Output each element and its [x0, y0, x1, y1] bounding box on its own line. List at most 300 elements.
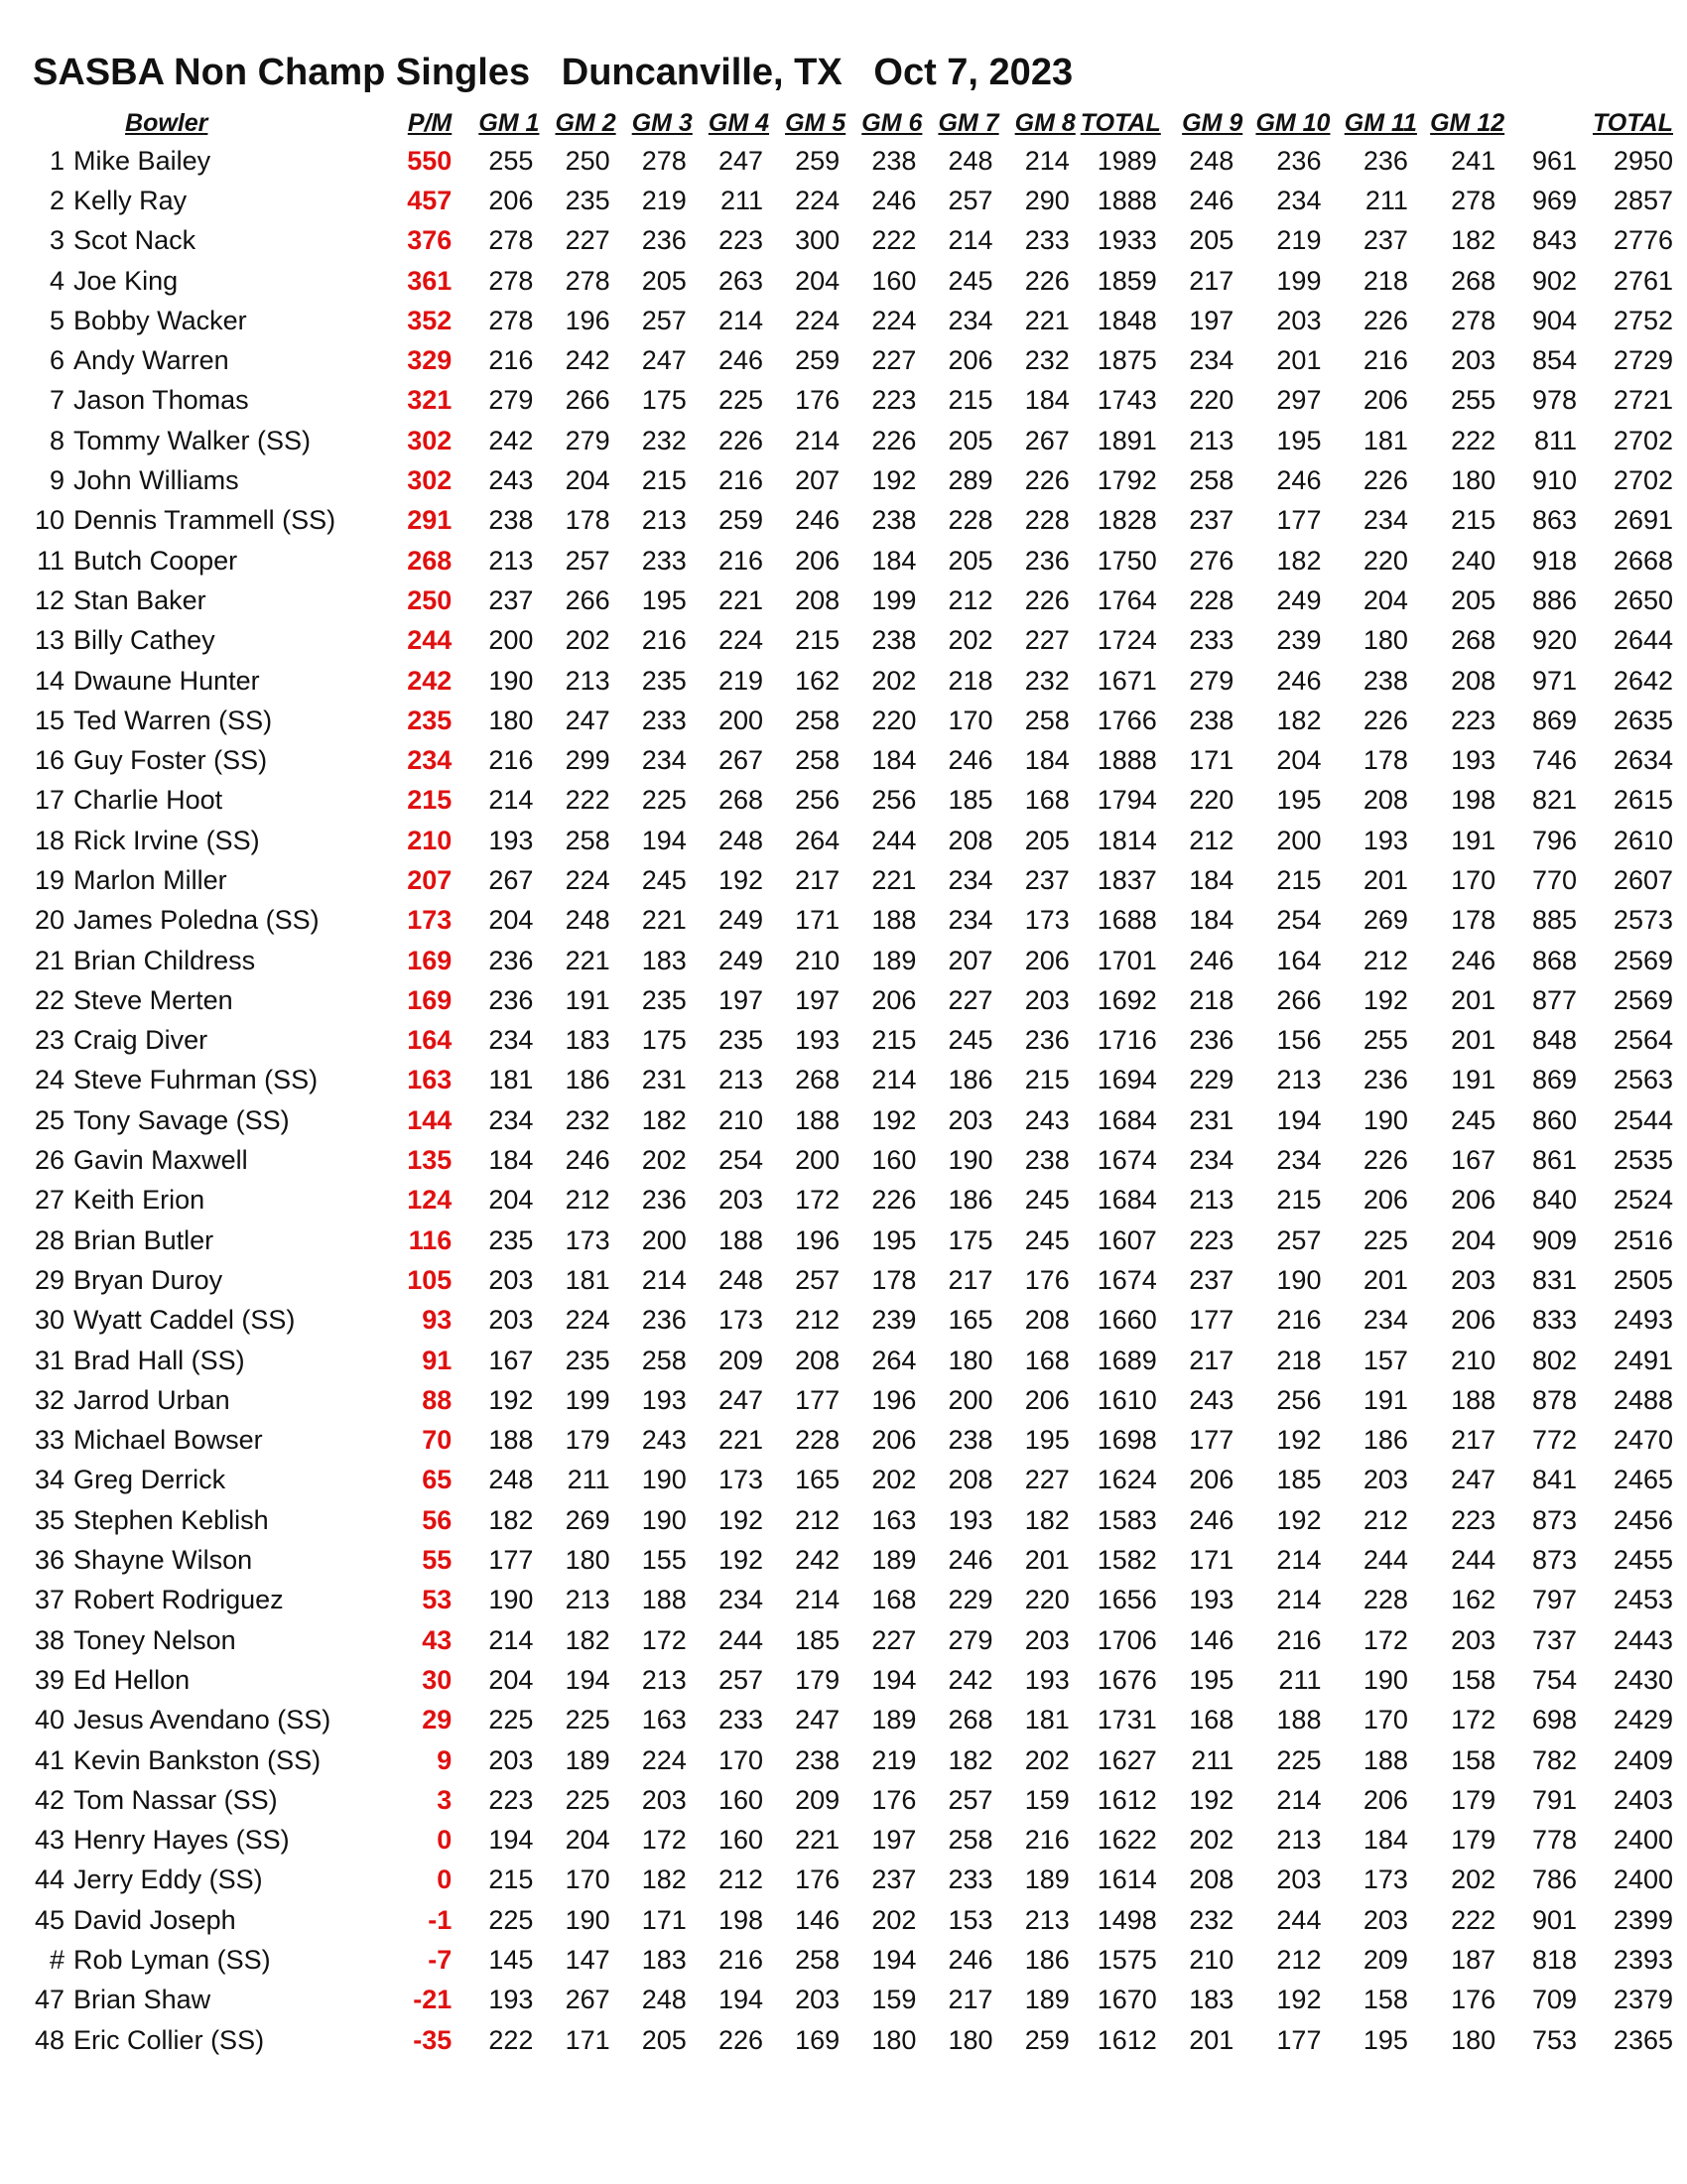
- game-8-score: 226: [1024, 465, 1070, 496]
- eight-game-total: 1656: [1097, 1585, 1157, 1615]
- bowler-name: Craig Diver: [73, 1025, 208, 1056]
- game-10-score: 219: [1276, 225, 1322, 256]
- table-row: [28, 141, 1687, 181]
- game-10-score: 182: [1276, 705, 1322, 735]
- game-1-score: 214: [488, 1624, 534, 1655]
- game-11-score: 226: [1363, 705, 1408, 735]
- game-5-score: 169: [795, 2024, 841, 2055]
- total-header: TOTAL: [1592, 108, 1673, 137]
- game-6-score: 238: [871, 625, 917, 656]
- game-1-score: 200: [488, 625, 534, 656]
- table-row: [28, 1021, 1687, 1061]
- game-12-score: 268: [1451, 625, 1496, 656]
- game-2-score: 180: [565, 1545, 610, 1576]
- eight-game-total: 1701: [1097, 945, 1157, 975]
- grand-total: 2635: [1613, 705, 1673, 735]
- game-3-score: 202: [641, 1145, 687, 1176]
- eight-game-total: 1671: [1097, 665, 1157, 696]
- game-8-score: 232: [1024, 345, 1070, 376]
- game-3-score: 193: [641, 1384, 687, 1415]
- game-7-score: 170: [948, 705, 993, 735]
- game-6-score: 219: [871, 1744, 917, 1775]
- game-2-score: 235: [565, 185, 610, 215]
- bowler-name: Andy Warren: [73, 345, 229, 376]
- game-5-score: 197: [795, 984, 841, 1015]
- game-4-score: 197: [717, 984, 764, 1015]
- grand-total: 2729: [1613, 345, 1673, 376]
- game-4-score: 213: [717, 1065, 764, 1095]
- game-3-score: 219: [641, 185, 687, 215]
- four-game-subtotal: 802: [1531, 1345, 1578, 1375]
- rank-cell: 32: [35, 1384, 65, 1415]
- game-10-score: 214: [1276, 1784, 1322, 1815]
- game-7-score: 182: [948, 1744, 993, 1775]
- game-1-score: 204: [488, 1664, 534, 1695]
- game-11-score: 192: [1363, 984, 1408, 1015]
- game-7-score: 227: [948, 984, 993, 1015]
- game-12-score: 201: [1451, 984, 1496, 1015]
- pm-cell: -21: [413, 1985, 453, 2015]
- rank-cell: 11: [37, 545, 65, 576]
- game-9-score: 217: [1189, 265, 1234, 296]
- game-2-score: 196: [565, 305, 610, 335]
- bowler-name: Bobby Wacker: [73, 305, 247, 335]
- table-row: [28, 1181, 1687, 1220]
- bowler-name: Tony Savage (SS): [73, 1104, 290, 1135]
- game-3-score: 248: [641, 1985, 687, 2015]
- game-3-score: 245: [641, 864, 687, 895]
- game-2-score: 242: [565, 345, 610, 376]
- game-5-score: 176: [795, 385, 841, 416]
- game-3-score: 175: [641, 1025, 687, 1056]
- rank-cell: 31: [35, 1345, 65, 1375]
- game-1-score: 278: [488, 305, 534, 335]
- standings-table: [28, 105, 1687, 2060]
- game-11-score: 226: [1363, 1145, 1408, 1176]
- game-8-score: 238: [1024, 1145, 1070, 1176]
- game-12-score: 206: [1451, 1305, 1496, 1336]
- game-1-score: 190: [488, 665, 534, 696]
- pm-cell: 135: [407, 1145, 453, 1176]
- four-game-subtotal: 786: [1531, 1864, 1578, 1895]
- rank-cell: 33: [35, 1425, 65, 1456]
- game-9-score: 223: [1189, 1224, 1234, 1255]
- game-7-score: 234: [948, 305, 993, 335]
- game-7-score: 246: [948, 1945, 993, 1975]
- game-12-score: 210: [1451, 1345, 1496, 1375]
- four-game-subtotal: 873: [1531, 1545, 1578, 1576]
- bowler-name: Eric Collier (SS): [73, 2024, 265, 2055]
- game-6-score: 244: [871, 825, 917, 855]
- grand-total: 2615: [1613, 785, 1673, 816]
- game-1-score: 225: [488, 1904, 534, 1935]
- game-10-score: 214: [1276, 1545, 1322, 1576]
- game-6-score: 189: [871, 1545, 917, 1576]
- game-8-score: 236: [1024, 545, 1070, 576]
- game-10-score: 192: [1276, 1504, 1322, 1535]
- rank-cell: 40: [35, 1705, 65, 1735]
- game-11-score: 206: [1363, 385, 1408, 416]
- pm-cell: 215: [407, 785, 453, 816]
- game-8-score: 168: [1024, 785, 1070, 816]
- game-5-score: 207: [795, 465, 841, 496]
- game-10-score: 225: [1276, 1744, 1322, 1775]
- game-8-score: 220: [1024, 1585, 1070, 1615]
- four-game-subtotal: 969: [1531, 185, 1578, 215]
- game-6-score: 163: [871, 1504, 917, 1535]
- game-5-score: 224: [795, 185, 841, 215]
- rank-cell: 3: [50, 225, 65, 256]
- game-5-score: 258: [795, 705, 841, 735]
- pm-cell: 207: [407, 864, 453, 895]
- game-8-score: 195: [1024, 1425, 1070, 1456]
- game-5-score: 212: [795, 1305, 841, 1336]
- table-row: [28, 1461, 1687, 1500]
- game-5-score: 185: [795, 1624, 841, 1655]
- game-5-score: 204: [795, 265, 841, 296]
- game-2-score: 247: [565, 705, 610, 735]
- game-9-score: 202: [1189, 1825, 1234, 1856]
- game-7-score: 257: [948, 185, 993, 215]
- four-game-subtotal: 885: [1531, 905, 1578, 936]
- game-10-score: 266: [1276, 984, 1322, 1015]
- game-6-score: 227: [871, 345, 917, 376]
- game-11-score: 180: [1363, 625, 1408, 656]
- game-3-score: 216: [641, 625, 687, 656]
- game-2-score: 266: [565, 584, 610, 615]
- game-5-score: 210: [795, 945, 841, 975]
- bowler-name: Jesus Avendano (SS): [73, 1705, 331, 1735]
- subtotal-header: [1509, 105, 1591, 141]
- game-11-score: 173: [1363, 1864, 1408, 1895]
- table-row: [28, 1260, 1687, 1300]
- game-11-score: 209: [1363, 1945, 1408, 1975]
- rank-cell: 17: [35, 785, 65, 816]
- grand-total: 2393: [1613, 1945, 1673, 1975]
- game-8-score: 184: [1024, 745, 1070, 776]
- grand-total: 2505: [1613, 1264, 1673, 1295]
- game-12-score: 193: [1451, 745, 1496, 776]
- four-game-subtotal: 754: [1531, 1664, 1578, 1695]
- rank-cell: 30: [35, 1305, 65, 1336]
- table-row: [28, 1380, 1687, 1420]
- game-5-score: 209: [795, 1784, 841, 1815]
- rank-cell: 35: [35, 1504, 65, 1535]
- eight-game-total: 1766: [1097, 705, 1157, 735]
- rank-cell: 43: [35, 1825, 65, 1856]
- game-3-score: 258: [641, 1345, 687, 1375]
- game-9-score: 146: [1189, 1624, 1234, 1655]
- table-row: [28, 1140, 1687, 1180]
- game-5-score: 268: [795, 1065, 841, 1095]
- game-2-score: 212: [565, 1185, 610, 1216]
- game-3-score: 225: [641, 785, 687, 816]
- game-5-score: 200: [795, 1145, 841, 1176]
- four-game-subtotal: 902: [1531, 265, 1578, 296]
- game-6-score: 189: [871, 945, 917, 975]
- game-10-score: 199: [1276, 265, 1322, 296]
- table-row: [28, 941, 1687, 980]
- game-1-score: 243: [488, 465, 534, 496]
- eight-game-total: 1792: [1097, 465, 1157, 496]
- four-game-subtotal: 753: [1531, 2024, 1578, 2055]
- game-6-score: 256: [871, 785, 917, 816]
- table-row: [28, 1301, 1687, 1341]
- game-10-score: 190: [1276, 1264, 1322, 1295]
- game-4-score: 254: [717, 1145, 764, 1176]
- eight-game-total: 1676: [1097, 1664, 1157, 1695]
- game-10-score: 249: [1276, 584, 1322, 615]
- game-4-score: 200: [717, 705, 764, 735]
- game-1-score: 225: [488, 1705, 534, 1735]
- game-4-score: 224: [717, 625, 764, 656]
- bowler-name: Billy Cathey: [73, 625, 215, 656]
- pm-cell: 550: [407, 145, 453, 176]
- table-row: [28, 1500, 1687, 1540]
- eight-game-total: 1689: [1097, 1345, 1157, 1375]
- game-7-score: 279: [948, 1624, 993, 1655]
- game-8-score: 267: [1024, 425, 1070, 455]
- game-10-score: 177: [1276, 2024, 1322, 2055]
- game-5-score: 228: [795, 1425, 841, 1456]
- game-4-score: 226: [717, 425, 764, 455]
- eight-game-total: 1828: [1097, 505, 1157, 536]
- game-6-score: 238: [871, 505, 917, 536]
- eight-game-total: 1612: [1097, 1784, 1157, 1815]
- eight-game-total: 1660: [1097, 1305, 1157, 1336]
- game-7-score: 268: [948, 1705, 993, 1735]
- grand-total: 2470: [1613, 1425, 1673, 1456]
- game-3-score: 236: [641, 225, 687, 256]
- game-5-score: 258: [795, 1945, 841, 1975]
- game-12-score: 278: [1451, 305, 1496, 335]
- game-3-score: 190: [641, 1465, 687, 1495]
- game-7-score: 202: [948, 625, 993, 656]
- game-4-score: 216: [717, 1945, 764, 1975]
- game-6-score: 189: [871, 1705, 917, 1735]
- rank-cell: 37: [35, 1585, 65, 1615]
- four-game-subtotal: 840: [1531, 1185, 1578, 1216]
- grand-total: 2569: [1613, 984, 1673, 1015]
- game-4-score: 268: [717, 785, 764, 816]
- game-6-score: 160: [871, 1145, 917, 1176]
- table-row: [28, 1780, 1687, 1820]
- game-12-score: 255: [1451, 385, 1496, 416]
- standings-body: [28, 141, 1687, 2060]
- game-12-score: 179: [1451, 1825, 1496, 1856]
- game-6-score: 202: [871, 665, 917, 696]
- game-11-score: 172: [1363, 1624, 1408, 1655]
- game-10-score: 195: [1276, 425, 1322, 455]
- game-2-score: 179: [565, 1425, 610, 1456]
- rank-cell: 9: [50, 465, 65, 496]
- game-3-score: 236: [641, 1305, 687, 1336]
- table-row: [28, 1100, 1687, 1140]
- game-10-score: 192: [1276, 1425, 1322, 1456]
- game-4-score: 248: [717, 1264, 764, 1295]
- game-4-score: 248: [717, 825, 764, 855]
- game-12-score: 203: [1451, 1264, 1496, 1295]
- game-3-score: 205: [641, 2024, 687, 2055]
- game-7-score: 245: [948, 265, 993, 296]
- eight-game-total: 1692: [1097, 984, 1157, 1015]
- game-12-score: 202: [1451, 1864, 1496, 1895]
- table-row: [28, 1421, 1687, 1461]
- eight-game-total: 1582: [1097, 1545, 1157, 1576]
- grand-total: 2569: [1613, 945, 1673, 975]
- eight-game-total: 1684: [1097, 1104, 1157, 1135]
- game-4-score: 259: [717, 505, 764, 536]
- game-9-score: 231: [1189, 1104, 1234, 1135]
- bowler-name: Tom Nassar (SS): [73, 1784, 278, 1815]
- grand-total: 2443: [1613, 1624, 1673, 1655]
- four-game-subtotal: 818: [1531, 1945, 1578, 1975]
- game-7-score: 289: [948, 465, 993, 496]
- game-4-score: 209: [717, 1345, 764, 1375]
- game-10-score: 164: [1276, 945, 1322, 975]
- gm11-header: GM 11: [1344, 108, 1417, 137]
- game-7-score: 246: [948, 745, 993, 776]
- rank-cell: 18: [35, 825, 65, 855]
- grand-total: 2429: [1613, 1705, 1673, 1735]
- game-5-score: 264: [795, 825, 841, 855]
- game-7-score: 208: [948, 1465, 993, 1495]
- grand-total: 2535: [1613, 1145, 1673, 1176]
- game-4-score: 198: [717, 1904, 764, 1935]
- table-row: [28, 1820, 1687, 1860]
- game-8-score: 290: [1024, 185, 1070, 215]
- game-8-score: 208: [1024, 1305, 1070, 1336]
- bowler-name: Ed Hellon: [73, 1664, 191, 1695]
- game-4-score: 173: [717, 1465, 764, 1495]
- pm-cell: 321: [407, 385, 453, 416]
- game-11-score: 244: [1363, 1545, 1408, 1576]
- game-8-score: 258: [1024, 705, 1070, 735]
- game-7-score: 218: [948, 665, 993, 696]
- game-9-score: 236: [1189, 1025, 1234, 1056]
- game-3-score: 213: [641, 1664, 687, 1695]
- game-7-score: 234: [948, 864, 993, 895]
- game-7-score: 206: [948, 345, 993, 376]
- game-11-score: 234: [1363, 1305, 1408, 1336]
- grand-total: 2691: [1613, 505, 1673, 536]
- game-2-score: 250: [565, 145, 610, 176]
- game-5-score: 208: [795, 584, 841, 615]
- grand-total: 2400: [1613, 1864, 1673, 1895]
- game-6-score: 223: [871, 385, 917, 416]
- eight-game-total: 1674: [1097, 1264, 1157, 1295]
- game-4-score: 219: [717, 665, 764, 696]
- game-7-score: 245: [948, 1025, 993, 1056]
- game-3-score: 183: [641, 945, 687, 975]
- bowler-name: Shayne Wilson: [73, 1545, 253, 1576]
- game-3-score: 235: [641, 984, 687, 1015]
- table-row: [28, 541, 1687, 580]
- game-7-score: 193: [948, 1504, 993, 1535]
- game-10-score: 192: [1276, 1985, 1322, 2015]
- game-10-score: 234: [1276, 185, 1322, 215]
- game-5-score: 238: [795, 1744, 841, 1775]
- game-2-score: 258: [565, 825, 610, 855]
- game-8-score: 201: [1024, 1545, 1070, 1576]
- game-6-score: 199: [871, 584, 917, 615]
- game-7-score: 200: [948, 1384, 993, 1415]
- game-4-score: 221: [717, 1425, 764, 1456]
- bowler-name: Bryan Duroy: [73, 1264, 223, 1295]
- game-6-score: 227: [871, 1624, 917, 1655]
- game-3-score: 221: [641, 905, 687, 936]
- grand-total: 2702: [1613, 465, 1673, 496]
- rank-cell: 48: [35, 2024, 65, 2055]
- game-10-score: 203: [1276, 305, 1322, 335]
- pm-cell: 235: [407, 705, 453, 735]
- grand-total: 2634: [1613, 745, 1673, 776]
- game-5-score: 247: [795, 1705, 841, 1735]
- table-row: [28, 1620, 1687, 1660]
- game-6-score: 202: [871, 1465, 917, 1495]
- game-6-score: 197: [871, 1825, 917, 1856]
- grand-total: 2455: [1613, 1545, 1673, 1576]
- game-9-score: 232: [1189, 1904, 1234, 1935]
- four-game-subtotal: 961: [1531, 145, 1578, 176]
- game-3-score: 236: [641, 1185, 687, 1216]
- game-9-score: 218: [1189, 984, 1234, 1015]
- game-11-score: 234: [1363, 505, 1408, 536]
- grand-total: 2465: [1613, 1465, 1673, 1495]
- game-2-score: 204: [565, 465, 610, 496]
- eight-game-total: 1627: [1097, 1744, 1157, 1775]
- eight-game-total: 1498: [1097, 1904, 1157, 1935]
- game-4-score: 160: [717, 1784, 764, 1815]
- four-game-subtotal: 698: [1531, 1705, 1578, 1735]
- game-7-score: 214: [948, 225, 993, 256]
- bowler-name: Marlon Miller: [73, 864, 227, 895]
- game-6-score: 226: [871, 1185, 917, 1216]
- game-1-score: 278: [488, 265, 534, 296]
- game-4-score: 247: [717, 1384, 764, 1415]
- rank-cell: 25: [35, 1104, 65, 1135]
- game-1-score: 180: [488, 705, 534, 735]
- game-1-score: 192: [488, 1384, 534, 1415]
- pm-cell: 91: [422, 1345, 453, 1375]
- game-7-score: 180: [948, 2024, 993, 2055]
- game-5-score: 217: [795, 864, 841, 895]
- pm-cell: 0: [437, 1864, 453, 1895]
- game-4-score: 247: [717, 145, 764, 176]
- grand-total: 2642: [1613, 665, 1673, 696]
- bowler-name: Gavin Maxwell: [73, 1145, 248, 1176]
- game-2-score: 182: [565, 1624, 610, 1655]
- rank-cell: 2: [50, 185, 65, 215]
- game-4-score: 249: [717, 945, 764, 975]
- rank-cell: 1: [50, 145, 65, 176]
- game-5-score: 177: [795, 1384, 841, 1415]
- bowler-name: Jerry Eddy (SS): [73, 1864, 263, 1895]
- game-1-score: 234: [488, 1104, 534, 1135]
- game-2-score: 222: [565, 785, 610, 816]
- game-9-score: 220: [1189, 785, 1234, 816]
- game-8-score: 226: [1024, 265, 1070, 296]
- game-4-score: 203: [717, 1185, 764, 1216]
- game-4-score: 225: [717, 385, 764, 416]
- rank-cell: 23: [35, 1025, 65, 1056]
- game-7-score: 205: [948, 425, 993, 455]
- eight-game-total: 1670: [1097, 1985, 1157, 2015]
- game-5-score: 256: [795, 785, 841, 816]
- eight-game-total: 1837: [1097, 864, 1157, 895]
- game-1-score: 204: [488, 905, 534, 936]
- game-12-score: 222: [1451, 1904, 1496, 1935]
